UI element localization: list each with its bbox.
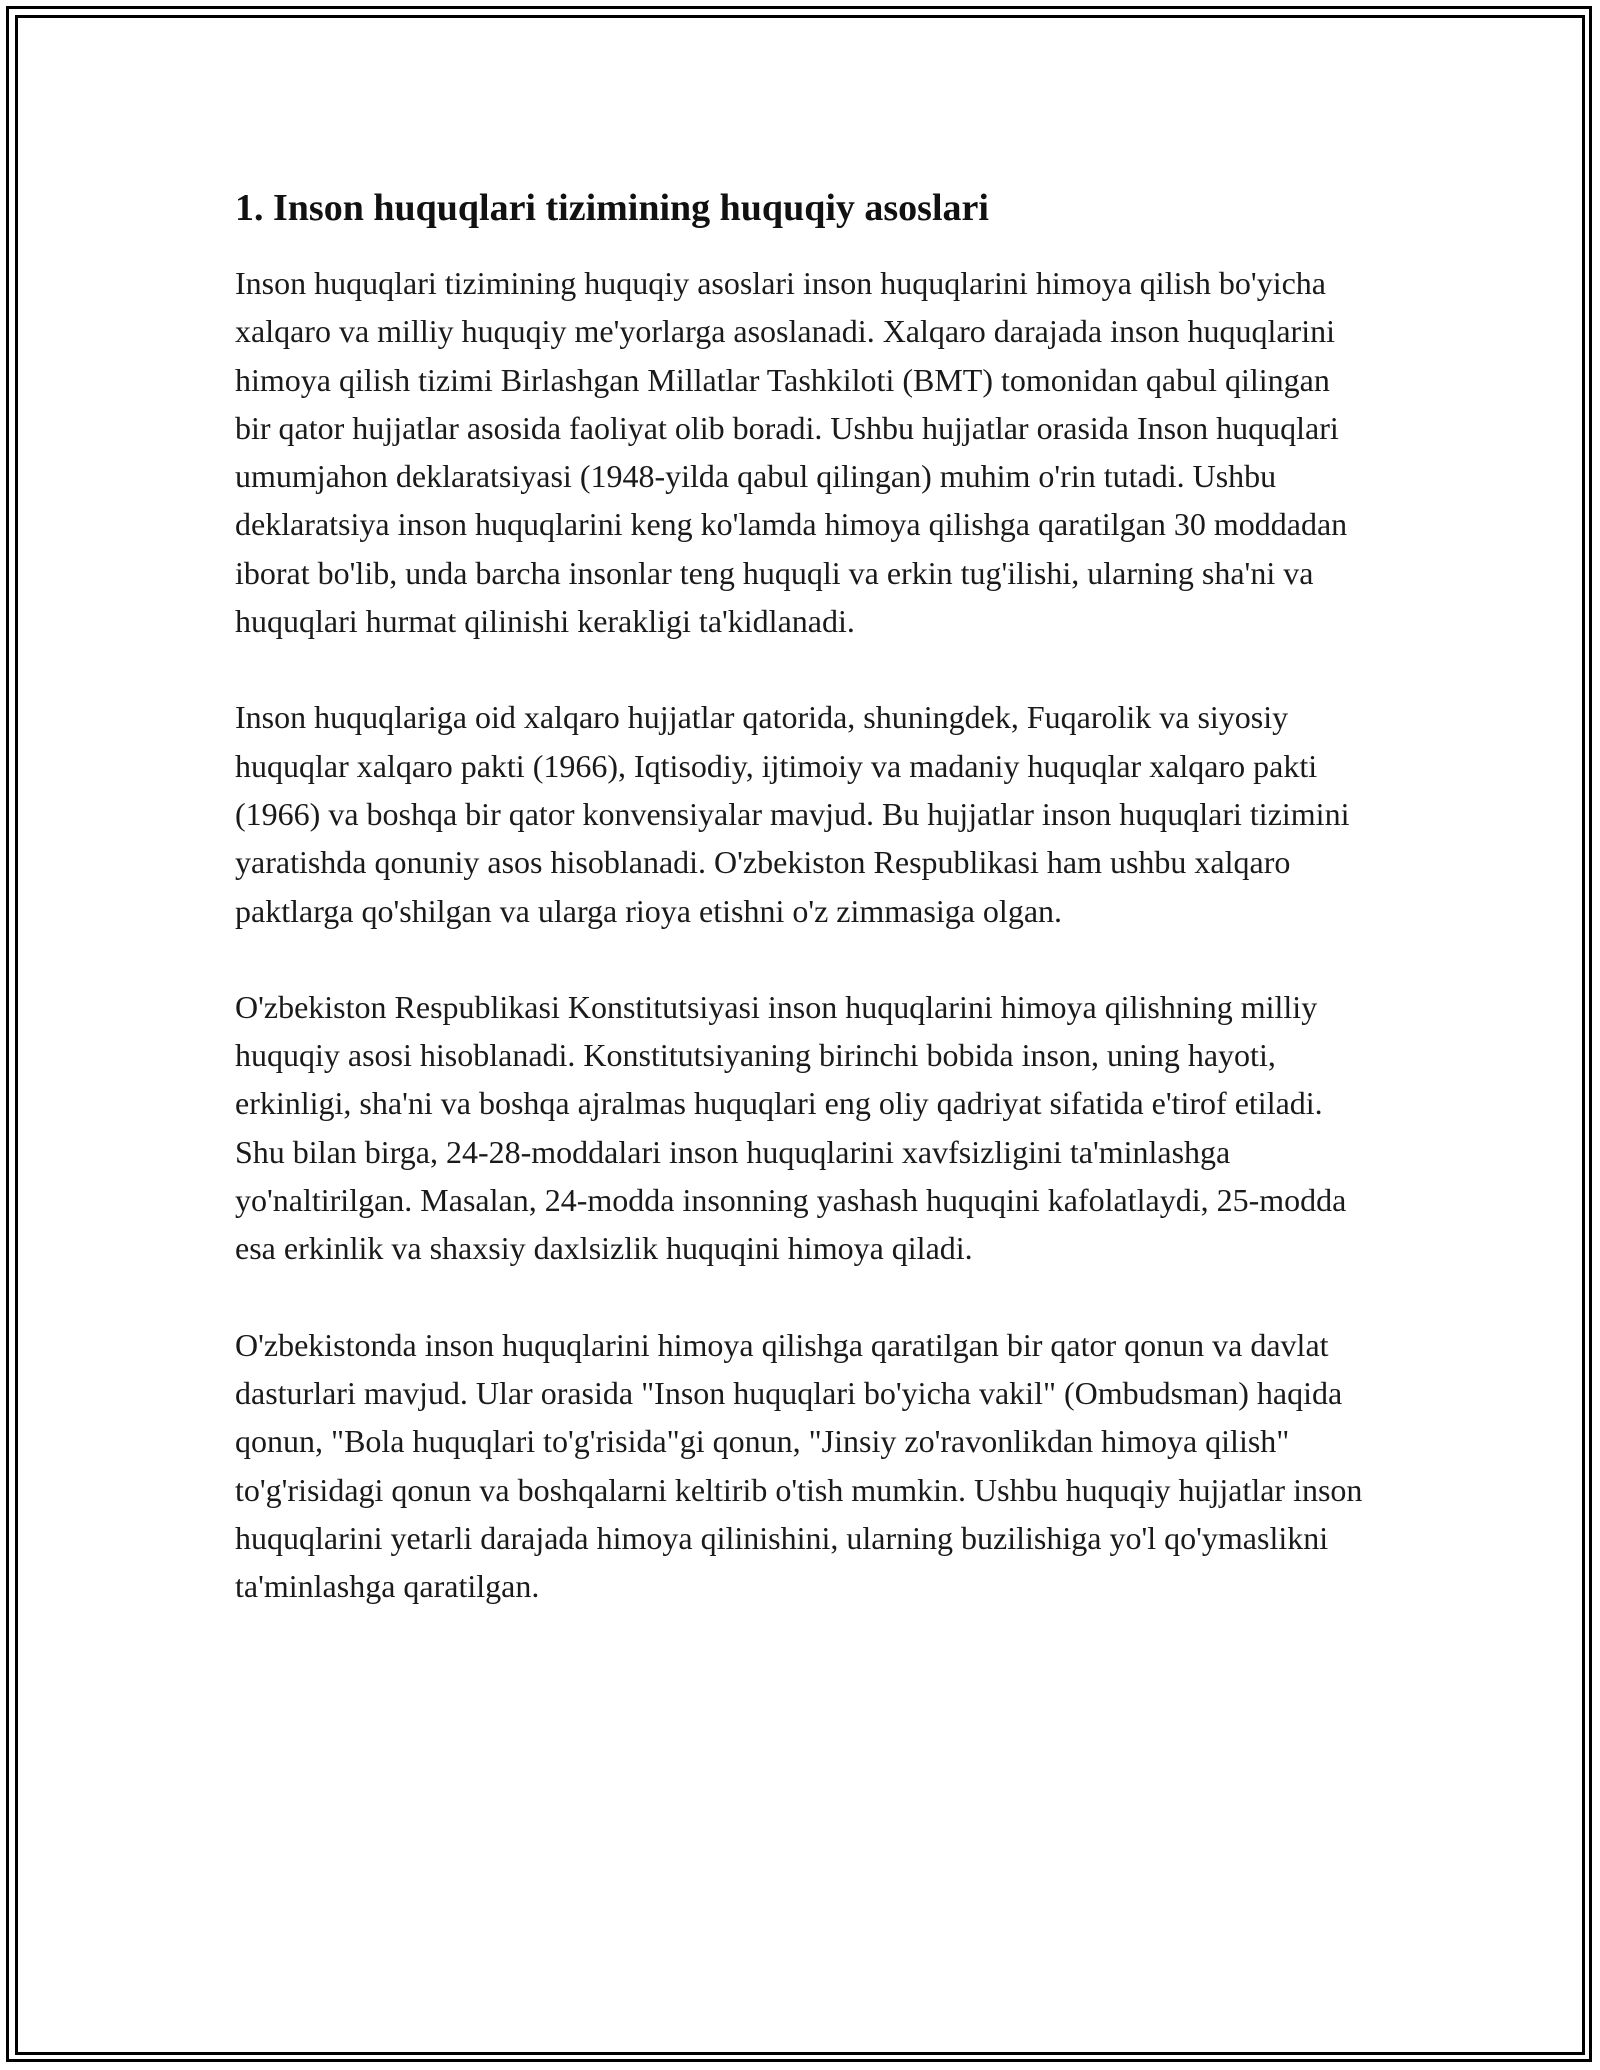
paragraph-constitution: O'zbekiston Respublikasi Konstitutsiyasi inson huquqlarini himoya qilishning milliy huquqiy asosi hisoblanadi. Konstitutsiyaning birinchi bobida inson, uning hayoti, erkinligi, sha'ni va boshqa ajralmas huquqlari eng oliy qadriyat sifatida e'tirof etiladi. Shu bilan birga, 24-28-moddalari inson huquqlarini xavfsizligini ta'minlashga yo'naltirilgan. Masalan, 24-modda insonning yashash huquqini kafolatlaydi, 25-modda esa erkinlik va shaxsiy daxlsizlik huquqini himoya qiladi. [235, 988, 1347, 1267]
paragraph-national-laws: O'zbekistonda inson huquqlarini himoya qilishga qaratilgan bir qator qonun va davlat dasturlari mavjud. Ular orasida "Inson huquqlari bo'yicha vakil" (Ombudsman) haqida qonun, "Bola huquqlari to'g'risida"gi qonun, "Jinsiy zo'ravonlikdan himoya qilish" to'g'risidagi qonun va boshqalarni keltirib o'tish mumkin. Ushbu huquqiy hujjatlar inson huquqlarini yetarli darajada himoya qilinishini, ularning buzilishiga yo'l qo'ymaslikni ta'minlashga qaratilgan. [235, 1326, 1363, 1605]
paragraph-international-basis: Inson huquqlari tizimining huquqiy asoslari inson huquqlarini himoya qilish bo'yicha xalqaro va milliy huquqiy me'yorlarga asoslanadi. Xalqaro darajada inson huquqlarini himoya qilish tizimi Birlashgan Millatlar Tashkiloti (BMT) tomonidan qabul qilingan bir qator hujjatlar asosida faoliyat olib boradi. Ushbu hujjatlar orasida Inson huquqlari umumjahon deklaratsiyasi (1948-yilda qabul qilingan) muhim o'rin tutadi. Ushbu deklaratsiya inson huquqlarini keng ko'lamda himoya qilishga qaratilgan 30 moddadan iborat bo'lib, unda barcha insonlar teng huquqli va erkin tug'ilishi, ularning sha'ni va huquqlari hurmat qilinishi kerakligi ta'kidlanadi. [235, 265, 1348, 640]
document-body [235, 185, 1365, 1658]
section-heading: 1. Inson huquqlari tizimining huquqiy asoslari [235, 187, 989, 229]
paragraph-international-pacts: Inson huquqlariga oid xalqaro hujjatlar qatorida, shuningdek, Fuqarolik va siyosiy huquqlar xalqaro pakti (1966), Iqtisodiy, ijtimoiy va madaniy huquqlar xalqaro pakti (1966) va boshqa bir qator konvensiyalar mavjud. Bu hujjatlar inson huquqlari tizimini yaratishda qonuniy asos hisoblanadi. O'zbekiston Respublikasi ham ushbu xalqaro paktlarga qo'shilgan va ularga rioya etishni o'z zimmasiga olgan. [235, 699, 1350, 929]
